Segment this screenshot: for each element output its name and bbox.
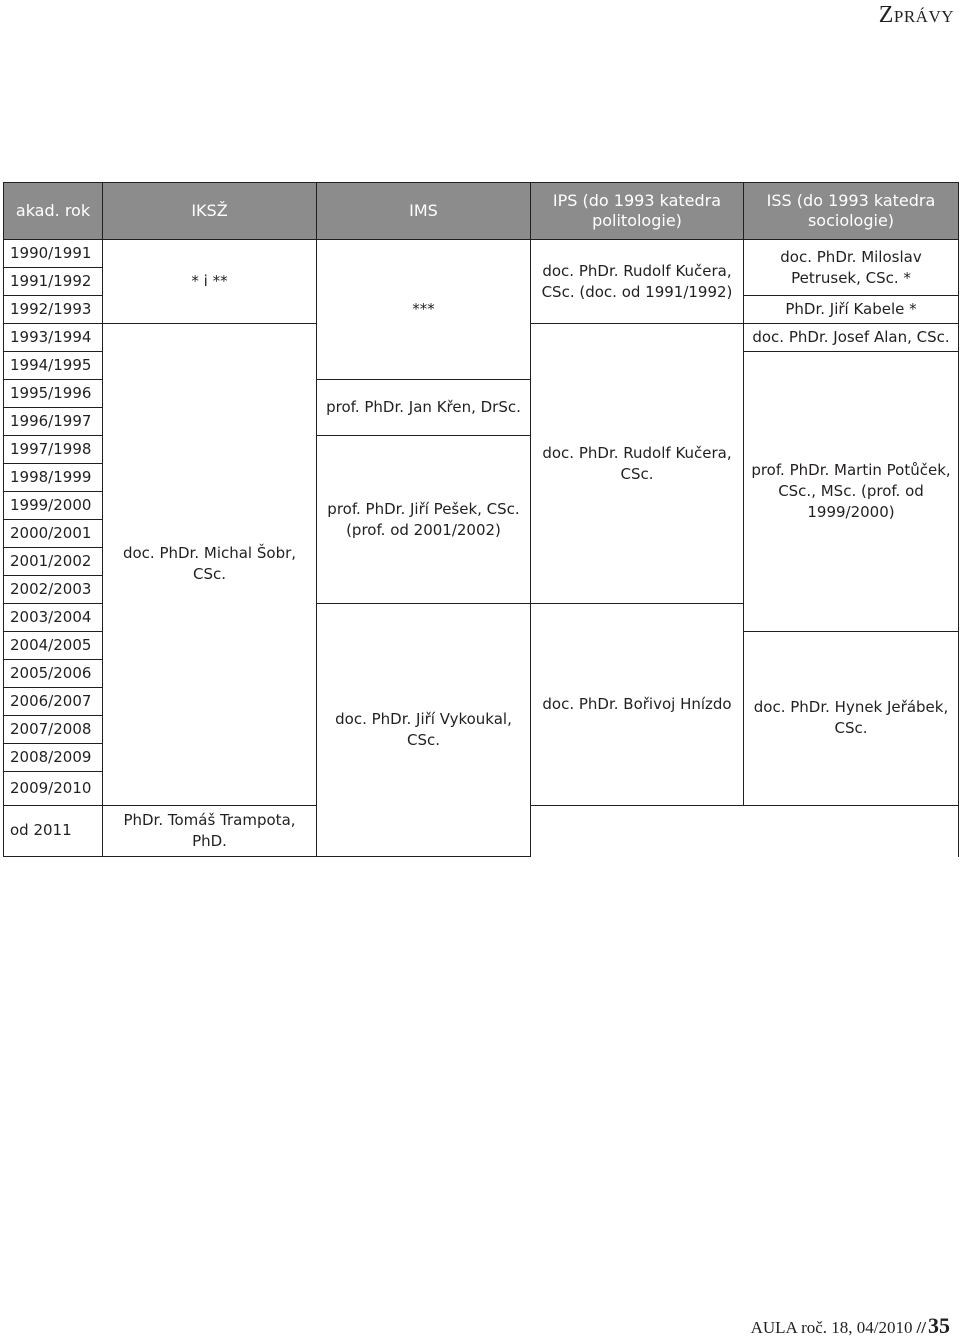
header-iksz: IKSŽ [103,183,317,240]
iss-head-3: doc. PhDr. Josef Alan, CSc. [744,324,959,352]
year-cell: 1997/1998 [4,436,103,464]
year-cell: 1990/1991 [4,240,103,268]
iss-head-2: PhDr. Jiří Kabele * [744,296,959,324]
iss-head-1: doc. PhDr. Miloslav Petrusek, CSc. * [744,240,959,296]
iksz-head-2: doc. PhDr. Michal Šobr, CSc. [103,324,317,806]
iksz-head-3: PhDr. Tomáš Trampota, PhD. [103,805,317,856]
footer-separator: // [916,1318,926,1337]
year-cell: 2001/2002 [4,548,103,576]
section-title-initial: Z [878,2,894,28]
ips-head-3: doc. PhDr. Bořivoj Hnízdo [531,604,744,806]
header-academic-year: akad. rok [4,183,103,240]
iss-head-4: prof. PhDr. Martin Potůček, CSc., MSc. (prof. od 1999/2000) [744,352,959,632]
year-cell: 1993/1994 [4,324,103,352]
ims-head-3: prof. PhDr. Jiří Pešek, CSc. (prof. od 2001/2002) [317,436,531,604]
page-footer [751,1313,950,1339]
iss-head-5: doc. PhDr. Hynek Jeřábek, CSc. [744,632,959,806]
ims-head-4: doc. PhDr. Jiří Vykoukal, CSc. [317,604,531,857]
year-cell: 1996/1997 [4,408,103,436]
year-cell: 2007/2008 [4,716,103,744]
year-cell: 2000/2001 [4,520,103,548]
year-cell: 2008/2009 [4,744,103,772]
year-cell: 2003/2004 [4,604,103,632]
year-cell: 1995/1996 [4,380,103,408]
section-title-rest: PRÁVY [893,7,954,26]
table-row [4,240,959,268]
year-cell: 1999/2000 [4,492,103,520]
ims-head-1: *** [317,240,531,380]
header-iss: ISS (do 1993 katedra sociologie) [744,183,959,240]
ips-head-1: doc. PhDr. Rudolf Kučera, CSc. (doc. od 1991/1992) [531,240,744,324]
page-number: 35 [928,1313,950,1338]
year-cell: 2004/2005 [4,632,103,660]
year-cell: 2009/2010 [4,772,103,806]
department-heads-table [3,182,959,857]
year-cell: 1994/1995 [4,352,103,380]
year-cell: 2002/2003 [4,576,103,604]
header-ips: IPS (do 1993 katedra politologie) [531,183,744,240]
year-cell: 2005/2006 [4,660,103,688]
table-header-row [4,183,959,240]
year-cell: 1992/1993 [4,296,103,324]
year-cell: 2006/2007 [4,688,103,716]
ims-head-2: prof. PhDr. Jan Křen, DrSc. [317,380,531,436]
journal-issue: AULA roč. 18, 04/2010 [750,1318,913,1337]
year-cell: 1991/1992 [4,268,103,296]
ips-head-2: doc. PhDr. Rudolf Kučera, CSc. [531,324,744,604]
header-ims: IMS [317,183,531,240]
year-cell: 1998/1999 [4,464,103,492]
section-title [879,2,954,29]
iksz-head-1: * i ** [103,240,317,324]
year-cell: od 2011 [4,805,103,856]
